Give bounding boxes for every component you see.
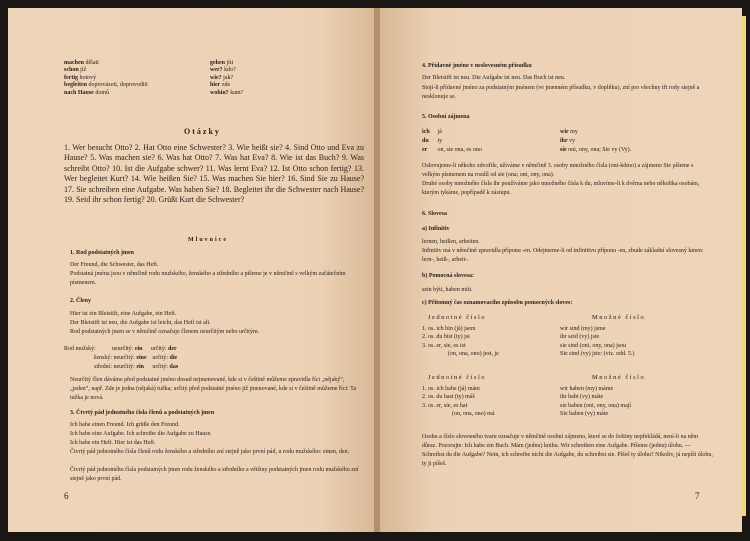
section-3-title: 3. Čtvrtý pád jednotného čísla členů a podstatných jmen xyxy=(70,410,215,416)
section-1-title: 1. Rod podstatných jmen xyxy=(70,250,135,256)
example-line: Der Bleistift ist neu, die Aufgabe ist leicht, das Heft ist alt. xyxy=(70,320,211,326)
conjugation-row: sie haben (oni, ony, ona) mají xyxy=(560,402,632,409)
conjugation-row: ihr seid (vy) jste xyxy=(560,334,600,341)
page-edge-strip xyxy=(742,16,746,516)
section-5-title: 5. Osobní zájmena xyxy=(422,114,470,120)
conjugation-row: ihr habt (vy) máte xyxy=(560,394,604,401)
section-1-text: Podstatná jména jsou v němčině rodu mužského, ženského a středního a píšeme je v němčině s velkým začátečním písmenem. xyxy=(70,271,346,286)
pronoun-row: ich já xyxy=(422,129,442,135)
section-6c-title: c) Přítomný čas oznamovacího způsobu pomocných sloves: xyxy=(422,300,573,306)
grammar-title: Mluvnice xyxy=(188,237,228,243)
section-2-title: 2. Členy xyxy=(70,298,91,304)
conjugation-row: (on, ona, ono) jest, je xyxy=(448,351,499,358)
section-2-text: Neurčitý člen dáváme před podstatné jméno dosud nejmenované, kde si v češtině můžeme zpravidla říci „nějaký“, „jeden“, např. Zde je jedna (nějaká) tužka; určitý před podstatné jméno již jmenované, kde si v češtině můžeme říci: Ta tužka je nová. xyxy=(70,377,357,401)
section-2-examples xyxy=(70,310,259,337)
section-1-example: Der Freund, die Schwester, das Heft. xyxy=(70,262,159,268)
conjugation-row: Sie haben (vy) máte xyxy=(560,411,609,418)
haben-plural xyxy=(560,385,631,419)
section-6-title: 6. Slovesa xyxy=(422,211,448,217)
vocab-entry: gehen jíti xyxy=(210,60,234,66)
section-5-text-2: Druhé osoby množného čísla ihr používáme jako množného čísla k du, mluvíme-li k dvěma nebo několika osobám, kterým tykáme, popřípadě k zástupu. xyxy=(422,181,700,196)
pronoun-row: sie oni, ony, ona; Sie vy (Vy). xyxy=(560,147,632,153)
vocab-entry: schon již xyxy=(64,67,87,74)
page-number: 7 xyxy=(695,491,700,501)
vocab-right-list xyxy=(210,60,243,97)
article-table xyxy=(64,345,178,372)
questions-title: Otázky xyxy=(184,127,221,136)
example-line: Ich habe einen Freund. Ich grüße den Freund. xyxy=(70,422,180,428)
left-page xyxy=(8,8,376,532)
section-3-text-2: Čtvrtý pád jednotného čísla podstatných jmen rodu ženského a středního a většiny podstatných jmen rodu mužského zní stejně jako první pád. xyxy=(70,467,359,482)
conjugation-row: 3. os. er, sie, es ist xyxy=(422,342,466,349)
article-row: ženský: neurčitý: eine určitý: die xyxy=(93,355,178,361)
vocab-left-list xyxy=(64,60,148,97)
pronoun-row: wir my xyxy=(560,129,578,135)
page-number: 6 xyxy=(64,491,69,501)
sein-singular xyxy=(422,325,499,359)
vocab-entry: nach Hause domů xyxy=(64,89,110,96)
section-6b-example: sein býti, haben míti. xyxy=(422,287,473,293)
plural-label: Množné číslo xyxy=(592,314,646,321)
conjugation-row: 2. os. du hast (ty) máš xyxy=(422,394,475,401)
conjugation-row: sie sind (oni, ony, ona) jsou xyxy=(560,342,627,349)
example-line: Hier ist ein Bleistift, eine Aufgabe, ein Heft. xyxy=(70,311,177,317)
conjugation-row: 1. os. ich bin (já) jsem xyxy=(422,326,476,332)
section-6a-example: lernen, heißen, arbeiten. xyxy=(422,239,480,245)
pronoun-row: du ty xyxy=(422,138,443,144)
section-6b-title: b) Pomocná slovesa: xyxy=(422,273,474,279)
example-line: Ich habe ein Heft. Hier ist das Heft. xyxy=(70,440,156,446)
conjugation-row: wir haben (my) máme xyxy=(560,386,614,392)
section-6a-text: Infinitiv má v němčině zpravidla příponu -en. Odejmeme-li od infinitivu příponu -en, zbude základní slovesný kmen: lern-, heiß-, arbeit-. xyxy=(422,248,704,263)
pronoun-plural xyxy=(560,128,631,155)
conjugation-row: Sie sind (vy) jste: (viz. odd. 5.) xyxy=(560,351,635,358)
sein-plural xyxy=(560,325,635,359)
singular-label: Jednotné číslo xyxy=(428,314,487,321)
conjugation-row: 2. os. du bist (ty) jsi xyxy=(422,334,470,341)
section-3-examples xyxy=(70,421,212,448)
section-6a-title: a) Infinitiv xyxy=(422,226,450,232)
section-5-text-1: Oslovujeme-li někoho zdvořile, užíváme v němčině 3. osoby množného čísla (oni-kdmo) a zájmeno Sie píšeme s velkým písmenem na rozdíl od sie (ona; oni, ony, ona). xyxy=(422,163,694,178)
article-row: střední: neurčitý: ein určitý: das xyxy=(94,364,179,370)
vocab-entry: wohin? kam? xyxy=(210,89,244,96)
haben-singular xyxy=(422,385,495,419)
section-4-text: Stojí-li přídavné jméno za podstatným jménem (ve jmenném přísudku, v doplňku), zní pro všechny tři rody stejně a nesklonuje se. xyxy=(422,85,700,100)
section-4-example: Der Bleistift ist neu. Die Aufgabe ist neu. Das Buch ist neu. xyxy=(422,75,566,81)
example-line: Ich habe eine Aufgabe. Ich schreibe die Aufgabe zu Hause. xyxy=(70,431,212,437)
article-row: Rod mužský: neurčitý: ein určitý: der xyxy=(64,346,177,352)
conjugation-row: 3. os. er, sie, es hat xyxy=(422,402,468,409)
vocab-entry: hier zde xyxy=(210,82,231,89)
section-3-text-1: Čtvrtý pád jednotného čísla členů rodu ženského a středního zní stejně jako první pád, u rodu mužského: einen, den. xyxy=(70,449,350,455)
plural-label: Množné číslo xyxy=(592,374,646,381)
section-4-title: 4. Přídavné jméno v neslovesném přísudku xyxy=(422,63,532,69)
vocab-entry: machen dělati xyxy=(64,60,99,66)
pronoun-row: er on, sie ona, es ono xyxy=(422,147,482,153)
pronoun-singular xyxy=(422,128,482,155)
vocab-entry: fertig hotový xyxy=(64,74,97,81)
vocab-entry: wer? kdo? xyxy=(210,67,236,74)
conjugation-row: (on, ona, ono) má xyxy=(452,411,495,418)
section-6-text: Osobu a číslo slovesného tvaru označuje v němčině osobní zájmeno, které se do češtiny nepřekládá, není-li na něm důraz. Pozorujte: Ich habe ein Buch. Mám (jednu) knihu. Wir schreiben eine Aufgabe. Píšeme (jednu) úlohu. — Schreibst du die Aufgabe? Nein, ich schreibe nicht die Aufgabe, du schreibst sie. Píšeš ty úlohu? Nikoliv, já nepíši úlohu, ty ji píšeš. xyxy=(422,434,713,467)
singular-label: Jednotné číslo xyxy=(428,374,487,381)
conjugation-row: wir sind (my) jsme xyxy=(560,326,606,332)
questions-text: 1. Wer besucht Otto? 2. Hat Otto eine Schwester? 3. Wie heißt sie? 4. Sind Otto und Eva zu Hause? 5. Was machen sie? 6. Was hat Otto? 7. Was hat Eva? 8. Wie ist das Buch? 9. Was schreibt Otto? 10. Ist die Aufgabe schwer? 11. Was lernt Eva? 12. Ist Otto schon fertig? 13. Wer begleitet Kurt? 14. Wie heißen Sie? 15. Was machen Sie hier? 16. Sind Sie zu Hause? 17. Sie schreiben eine Aufgabe. Was haben Sie? 18. Begleitet ihr die Schwester nach Hause? 19. Seid ihr schon fertig? 20. Grüßt Kurt die Schwester? xyxy=(64,143,364,205)
example-line: Rod podstatných jmen se v němčině označuje členem neurčitým nebo určitým. xyxy=(70,329,260,335)
right-page xyxy=(380,8,742,532)
pronoun-row: ihr vy xyxy=(560,138,576,144)
vocab-entry: begleiten doprovázeti, doprovoditi xyxy=(64,82,148,89)
vocab-entry: wie? jak? xyxy=(210,74,234,81)
conjugation-row: 1. os. ich habe (já) mám xyxy=(422,386,480,392)
